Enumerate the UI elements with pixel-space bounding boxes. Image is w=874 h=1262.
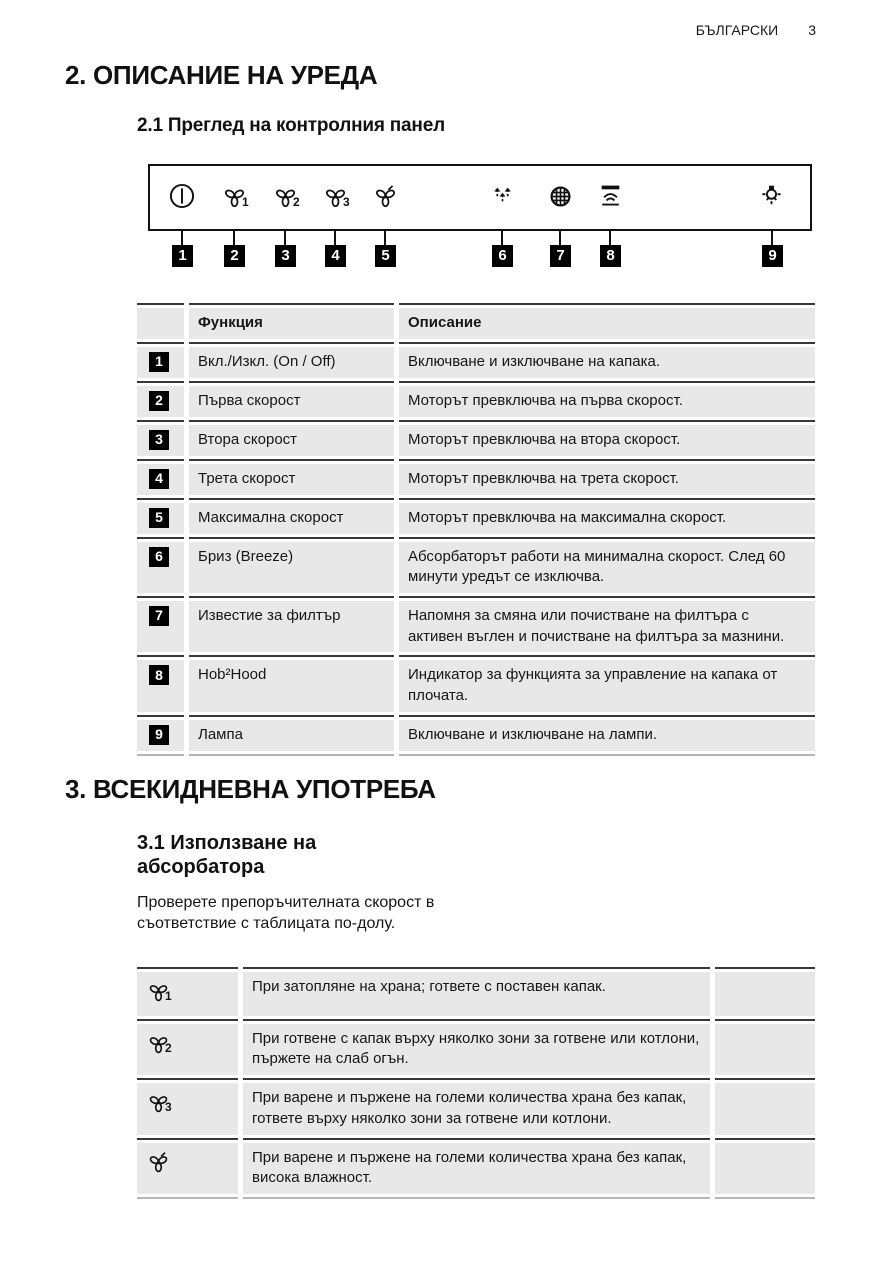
table-row-3-function: Втора скорост	[189, 420, 394, 459]
panel-number-badge: 4	[325, 245, 346, 267]
table-row-1-description: Включване и изключване на капака.	[399, 342, 815, 381]
row-number-badge: 7	[149, 606, 169, 626]
fan-speed-3-icon: 3	[322, 183, 350, 210]
panel-number-badge: 9	[762, 245, 783, 267]
table-bottom-border	[715, 1197, 815, 1199]
speed-row-3-icon-cell	[137, 1078, 238, 1137]
breeze-icon	[489, 183, 516, 210]
speed-row-2-icon-cell	[137, 1019, 238, 1078]
table-header-function: Функция	[189, 303, 394, 342]
row-number-badge: 9	[149, 725, 169, 745]
speed-row-2-spacer	[715, 1019, 815, 1078]
fan-speed-2-icon: 2	[146, 1031, 172, 1056]
table-row-4-badge-cell	[137, 459, 184, 498]
speed-row-2-text: При готвене с капак върху няколко зони за готвене или котлони, пържете на слаб огън.	[243, 1019, 710, 1078]
fan-speed-1-icon: 1	[146, 979, 172, 1004]
connector-line	[609, 231, 611, 245]
panel-number-badge: 8	[600, 245, 621, 267]
row-number-badge: 1	[149, 352, 169, 372]
lamp-icon	[758, 183, 785, 210]
speed-row-4-spacer	[715, 1138, 815, 1197]
hob2hood-icon	[597, 183, 624, 210]
row-number-badge: 2	[149, 391, 169, 411]
table-row-1-badge-cell	[137, 342, 184, 381]
table-row-8-function: Hob²Hood	[189, 655, 394, 714]
table-row-7-badge-cell	[137, 596, 184, 655]
table-row-7-function: Известие за филтър	[189, 596, 394, 655]
filter-notice-icon	[547, 183, 574, 210]
control-panel-diagram	[148, 164, 812, 268]
table-bottom-border	[189, 754, 394, 756]
table-row-6-badge-cell	[137, 537, 184, 596]
table-row-9-description: Включване и изключване на лампи.	[399, 715, 815, 754]
table-row-8-description: Индикатор за функцията за управление на капака от плочата.	[399, 655, 815, 714]
panel-number-badge: 7	[550, 245, 571, 267]
row-number-badge: 8	[149, 665, 169, 685]
connector-line	[384, 231, 386, 245]
table-row-1-function: Вкл./Изкл. (On / Off)	[189, 342, 394, 381]
connector-line	[334, 231, 336, 245]
table-row-5-badge-cell	[137, 498, 184, 537]
table-row-6-description: Абсорбаторът работи на минимална скорост. След 60 минути уредът се изключва.	[399, 537, 815, 596]
table-bottom-border	[137, 1197, 238, 1199]
table-row-6-function: Бриз (Breeze)	[189, 537, 394, 596]
speed-row-3-spacer	[715, 1078, 815, 1137]
control-panel-functions-table	[137, 303, 815, 756]
panel-number-badge: 2	[224, 245, 245, 267]
row-number-badge: 5	[149, 508, 169, 528]
table-bottom-border	[137, 754, 184, 756]
table-header-cell	[137, 303, 184, 342]
speed-row-3-text: При варене и пържене на големи количества храна без капак, гответе върху няколко зони за готвене или котлони.	[243, 1078, 710, 1137]
panel-number-badge: 1	[172, 245, 193, 267]
table-row-3-badge-cell	[137, 420, 184, 459]
fan-speed-2-icon: 2	[272, 183, 300, 210]
table-row-2-badge-cell	[137, 381, 184, 420]
speed-row-1-icon-cell	[137, 967, 238, 1019]
language-label: БЪЛГАРСКИ	[695, 22, 779, 38]
fan-max-speed-icon	[372, 183, 399, 210]
panel-number-badge: 5	[375, 245, 396, 267]
speed-row-4-text: При варене и пържене на големи количества храна без капак, висока влажност.	[243, 1138, 710, 1197]
table-row-9-function: Лампа	[189, 715, 394, 754]
table-row-9-badge-cell	[137, 715, 184, 754]
table-row-3-description: Моторът превключва на втора скорост.	[399, 420, 815, 459]
speed-row-1-spacer	[715, 967, 815, 1019]
fan-speed-3-icon: 3	[146, 1090, 172, 1115]
connector-line	[771, 231, 773, 245]
section-2-1-heading: 2.1 Преглед на контролния панел	[137, 114, 445, 136]
connector-line	[284, 231, 286, 245]
table-row-2-description: Моторът превключва на първа скорост.	[399, 381, 815, 420]
speed-row-1-text: При затопляне на храна; гответе с поставен капак.	[243, 967, 710, 1019]
row-number-badge: 6	[149, 547, 169, 567]
panel-number-badge: 3	[275, 245, 296, 267]
table-row-8-badge-cell	[137, 655, 184, 714]
section-2-heading: 2. ОПИСАНИЕ НА УРЕДА	[65, 60, 378, 90]
table-row-5-description: Моторът превключва на максимална скорост.	[399, 498, 815, 537]
row-number-badge: 4	[149, 469, 169, 489]
connector-line	[501, 231, 503, 245]
connector-line	[181, 231, 183, 245]
table-row-2-function: Първа скорост	[189, 381, 394, 420]
table-bottom-border	[243, 1197, 710, 1199]
table-bottom-border	[399, 754, 815, 756]
table-row-4-description: Моторът превключва на трета скорост.	[399, 459, 815, 498]
section-3-1-paragraph: Проверете препоръчителната скорост в съответствие с таблицата по-долу.	[137, 893, 435, 932]
table-header-description: Описание	[399, 303, 815, 342]
row-number-badge: 3	[149, 430, 169, 450]
power-icon	[167, 183, 197, 211]
table-row-7-description: Напомня за смяна или почистване на филтъра с активен въглен и почистване на филтъра за мазнини.	[399, 596, 815, 655]
page-header	[0, 22, 816, 38]
connector-line	[559, 231, 561, 245]
fan-max-speed-icon	[146, 1150, 171, 1175]
panel-number-badge: 6	[492, 245, 513, 267]
connector-line	[233, 231, 235, 245]
section-3-heading: 3. ВСЕКИДНЕВНА УПОТРЕБА	[65, 773, 436, 804]
fan-speed-1-icon: 1	[221, 183, 249, 210]
table-row-4-function: Трета скорост	[189, 459, 394, 498]
recommended-speed-table	[137, 967, 815, 1199]
table-row-5-function: Максимална скорост	[189, 498, 394, 537]
page-number: 3	[808, 22, 816, 38]
speed-row-4-icon-cell	[137, 1138, 238, 1197]
section-3-1-heading: 3.1 Използване на абсорбатора	[137, 831, 317, 879]
